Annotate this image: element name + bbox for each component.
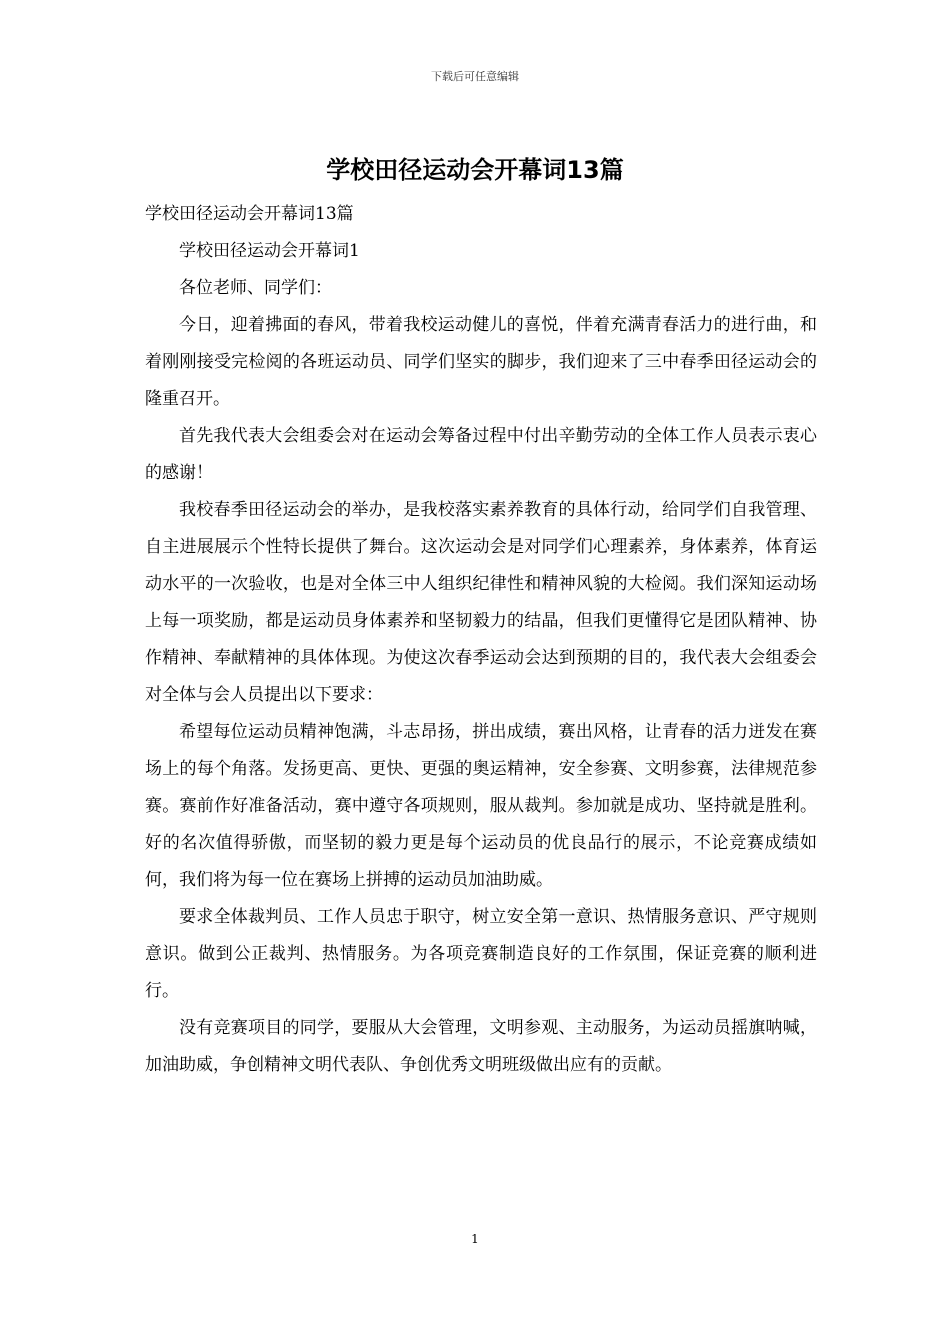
document-body (145, 196, 817, 1084)
salutation-paragraph: 各位老师、同学们： (179, 278, 332, 298)
section-heading: 学校田径运动会开幕词1 (179, 241, 360, 261)
subtitle-paragraph: 学校田径运动会开幕词13篇 (145, 204, 354, 224)
page-number: 1 (471, 1232, 479, 1246)
body-paragraph: 我校春季田径运动会的举办，是我校落实素养教育的具体行动，给同学们自我管理、自主进展展示个性特长提供了舞台。这次运动会是对同学们心理素养，身体素养，体育运动水平的一次验收，也是对全体三中人组织纪律性和精神风貌的大检阅。我们深知运动场上每一项奖励，都是运动员身体素养和坚韧毅力的结晶，但我们更懂得它是团队精神、协作精神、奉献精神的具体体现。为使这次春季运动会达到预期的目的，我代表大会组委会对全体与会人员提出以下要求： (145, 500, 817, 705)
body-paragraph: 没有竞赛项目的同学，要服从大会管理，文明参观、主动服务，为运动员摇旗呐喊，加油助威，争创精神文明代表队、争创优秀文明班级做出应有的贡献。 (145, 1018, 817, 1075)
body-paragraph: 今日，迎着拂面的春风，带着我校运动健儿的喜悦，伴着充满青春活力的进行曲，和着刚刚接受完检阅的各班运动员、同学们坚实的脚步，我们迎来了三中春季田径运动会的隆重召开。 (145, 315, 817, 409)
body-paragraph: 首先我代表大会组委会对在运动会筹备过程中付出辛勤劳动的全体工作人员表示衷心的感谢！ (145, 426, 817, 483)
body-paragraph: 要求全体裁判员、工作人员忠于职守，树立安全第一意识、热情服务意识、严守规则意识。做到公正裁判、热情服务。为各项竞赛制造良好的工作氛围，保证竞赛的顺利进行。 (145, 907, 817, 1001)
header-note: 下载后可任意编辑 (431, 70, 519, 83)
document-title: 学校田径运动会开幕词13篇 (326, 156, 624, 184)
body-paragraph: 希望每位运动员精神饱满，斗志昂扬，拼出成绩，赛出风格，让青春的活力迸发在赛场上的每个角落。发扬更高、更快、更强的奥运精神，安全参赛、文明参赛，法律规范参赛。赛前作好准备活动，赛中遵守各项规则，服从裁判。参加就是成功、坚持就是胜利。好的名次值得骄傲，而坚韧的毅力更是每个运动员的优良品行的展示，不论竞赛成绩如何，我们将为每一位在赛场上拼搏的运动员加油助威。 (145, 722, 817, 890)
